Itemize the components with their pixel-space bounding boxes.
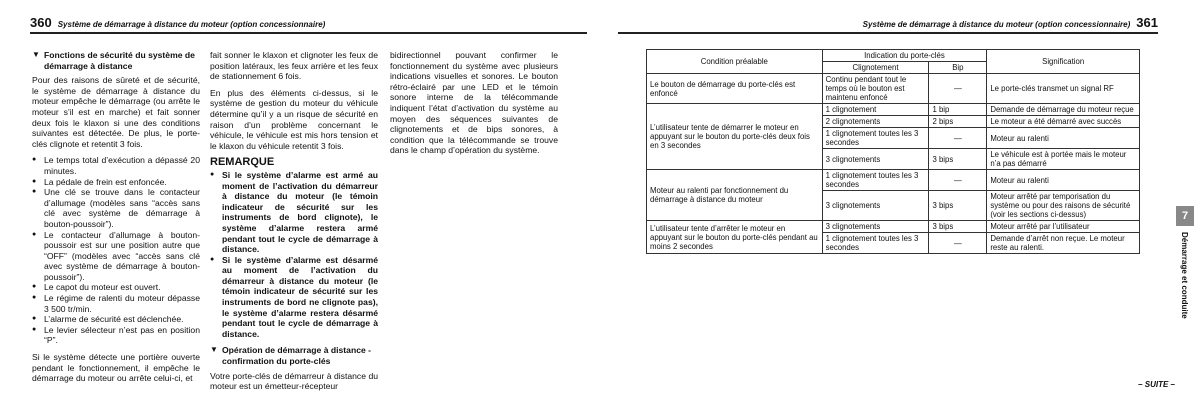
- header-cell: Indication du porte-clés: [822, 50, 987, 62]
- list-item: ● Le temps total d’exécution a dépassé 20 minutes.: [32, 155, 200, 176]
- table-row: [647, 104, 1140, 116]
- signification-cell: Moteur arrêté par l’utilisateur: [987, 221, 1140, 233]
- condition-list: [32, 155, 200, 346]
- table-header-row: [647, 50, 1140, 62]
- clignotement-cell: 1 clignotement toutes les 3 secondes: [822, 170, 929, 191]
- clignotement-cell: 3 clignotements: [822, 221, 929, 233]
- signification-cell: Moteur au ralenti: [987, 170, 1140, 191]
- bip-cell: 3 bips: [929, 221, 987, 233]
- signification-cell: Demande d’arrêt non reçue. Le moteur reste au ralenti.: [987, 233, 1140, 254]
- page-title: Système de démarrage à distance du moteur (option concessionnaire): [862, 20, 1131, 29]
- bip-cell: —: [929, 170, 987, 191]
- continued-label: – SUITE –: [1138, 380, 1175, 389]
- paragraph: bidirectionnel pouvant confirmer le fonctionnement du système avec plusieurs indications visuelles et sonores. Le bouton rétro-éclairé par une LED et le témoin sonore interne de la télécommande indiquent l’état d’activation du système au moyen des séquences suivantes de clignotements et de bips sonores, à condition que la télécommande se trouve dans le champ d’opération du système.: [390, 50, 558, 156]
- list-item: ● Le contacteur d’allumage à bouton-poussoir est sur une position autre que “OFF” (modèles avec “accès sans clé avec système de démarrage à bouton-poussoir”).: [32, 230, 200, 283]
- header-rule: [618, 32, 1158, 34]
- signification-cell: Moteur arrêté par temporisation du système ou pour des raisons de sécurité (voir les sections ci-dessus): [987, 191, 1140, 221]
- signification-cell: Le véhicule est à portée mais le moteur n’a pas démarré: [987, 149, 1140, 170]
- bip-cell: 3 bips: [929, 149, 987, 170]
- chapter-tab: 7: [1176, 206, 1194, 226]
- signification-cell: Le moteur a été démarré avec succès: [987, 116, 1140, 128]
- bip-cell: —: [929, 74, 987, 104]
- header-cell: Bip: [929, 62, 987, 74]
- signification-cell: Le porte-clés transmet un signal RF: [987, 74, 1140, 104]
- condition-cell: Le bouton de démarrage du porte-clés est enfoncé: [647, 74, 823, 104]
- list-item: ● Le levier sélecteur n’est pas en position “P”.: [32, 325, 200, 346]
- right-page-header: [863, 14, 1158, 32]
- left-page-header: [30, 14, 325, 32]
- header-cell: Condition préalable: [647, 50, 823, 74]
- header-rule: [30, 32, 587, 34]
- condition-cell: L’utilisateur tente d’arrêter le moteur en appuyant sur le bouton du porte-clés pendant au moins 2 secondes: [647, 221, 823, 254]
- remarque-heading: REMARQUE: [210, 156, 275, 169]
- triangle-down-icon: ▼: [210, 345, 218, 355]
- list-item: ● Si le système d’alarme est armé au moment de l’activation du démarreur à distance du moteur (le témoin indicateur de sécurité sur les instruments de bord clignote), le système d’alarme restera armé pendant tout le cycle de démarrage à distance.: [210, 170, 378, 255]
- clignotement-cell: 1 clignotement: [822, 104, 929, 116]
- clignotement-cell: 3 clignotements: [822, 191, 929, 221]
- section-heading: ▼ Opération de démarrage à distance - confirmation du porte-clés: [210, 345, 372, 367]
- list-item: ● Une clé se trouve dans le contacteur d’allumage (modèles sans “accès sans clé avec système de démarrage à bouton-poussoir”).: [32, 187, 200, 229]
- bip-cell: 3 bips: [929, 191, 987, 221]
- clignotement-cell: Continu pendant tout le temps où le bouton est maintenu enfoncé: [822, 74, 929, 104]
- chapter-label: Démarrage et conduite: [1180, 232, 1189, 319]
- table-body: [647, 74, 1140, 254]
- triangle-down-icon: ▼: [32, 50, 40, 59]
- signification-cell: Moteur au ralenti: [987, 128, 1140, 149]
- clignotement-cell: 3 clignotements: [822, 149, 929, 170]
- page-number: 361: [1136, 15, 1158, 30]
- signification-cell: Demande de démarrage du moteur reçue: [987, 104, 1140, 116]
- header-cell: Clignotement: [822, 62, 929, 74]
- bip-cell: —: [929, 233, 987, 254]
- list-item: ● L’alarme de sécurité est déclenchée.: [32, 314, 200, 325]
- list-item: ● Le régime de ralenti du moteur dépasse 3 500 tr/min.: [32, 293, 200, 314]
- clignotement-cell: 1 clignotement toutes les 3 secondes: [822, 128, 929, 149]
- header-cell: Signification: [987, 50, 1140, 74]
- column-1: [32, 50, 200, 390]
- indication-table: [646, 49, 1140, 254]
- list-item: ● Si le système d’alarme est désarmé au moment de l’activation du démarreur à distance du moteur (le témoin indicateur de sécurité sur les instruments de bord ne clignote pas), le système d’alarme restera désarmé pendant tout le cycle de démarrage à distance.: [210, 255, 378, 340]
- table-row: [647, 170, 1140, 191]
- paragraph: Si le système détecte une portière ouverte pendant le fonctionnement, il empêche le démarrage du moteur ou arrête celui-ci, et: [32, 352, 200, 384]
- paragraph: En plus des éléments ci-dessus, si le système de gestion du moteur du véhicule détermine qu’il y a un risque de sécurité en raison d’un problème concernant le véhicule, le véhicule est mis hors tension et le klaxon du véhicule retentit 3 fois.: [210, 87, 378, 151]
- page-title: Système de démarrage à distance du moteur (option concessionnaire): [57, 20, 326, 29]
- page-number: 360: [30, 15, 52, 30]
- condition-cell: L’utilisateur tente de démarrer le moteur en appuyant sur le bouton du porte-clés deux fois en 3 secondes: [647, 104, 823, 170]
- condition-cell: Moteur au ralenti par fonctionnement du démarrage à distance du moteur: [647, 170, 823, 221]
- table-row: [647, 74, 1140, 104]
- table-row: [647, 221, 1140, 233]
- bip-cell: 2 bips: [929, 116, 987, 128]
- column-3: [390, 50, 558, 162]
- column-2: [210, 50, 378, 398]
- right-page: [603, 0, 1200, 402]
- list-item: ● La pédale de frein est enfoncée.: [32, 177, 200, 188]
- section-heading: ▼ Fonctions de sécurité du système de démarrage à distance: [32, 50, 195, 71]
- clignotement-cell: 1 clignotement toutes les 3 secondes: [822, 233, 929, 254]
- clignotement-cell: 2 clignotements: [822, 116, 929, 128]
- paragraph: Votre porte-clés de démarreur à distance du moteur est un émetteur-récepteur: [210, 370, 378, 392]
- paragraph: Pour des raisons de sûreté et de sécurité, le système de démarrage à distance du moteur empêche le démarrage (ou arrête le moteur s’il est en marche) et fait sonner deux fois le klaxon si une des conditions suivantes est détectée. De plus, le porte-clés clignote et retentit 3 fois.: [32, 75, 200, 149]
- list-item: ● Le capot du moteur est ouvert.: [32, 282, 200, 293]
- paragraph: fait sonner le klaxon et clignoter les feux de position latéraux, les feux arrière et les feux de stationnement 6 fois.: [210, 50, 378, 82]
- bip-cell: 1 bip: [929, 104, 987, 116]
- left-page: [0, 0, 597, 402]
- bip-cell: —: [929, 128, 987, 149]
- remarque-list: [210, 170, 378, 340]
